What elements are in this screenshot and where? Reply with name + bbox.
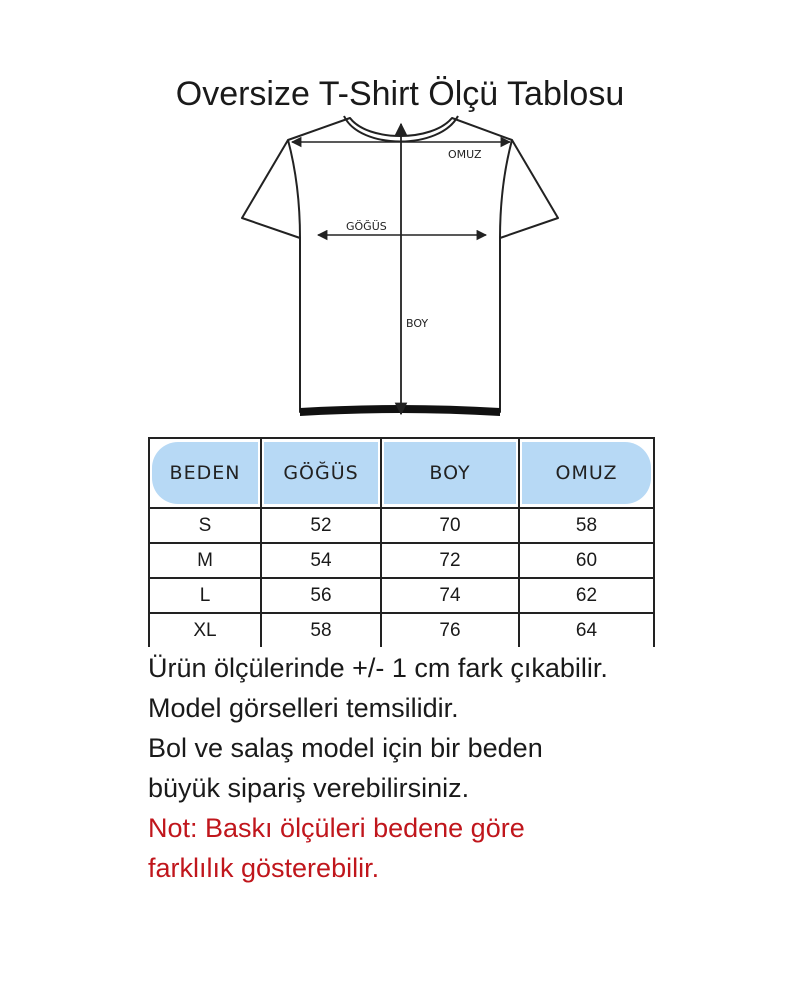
note-line: Model görselleri temsilidir.	[148, 693, 459, 723]
length-cell: 74	[381, 578, 519, 613]
size-cell: XL	[149, 613, 261, 647]
shoulder-cell: 60	[519, 543, 654, 578]
header-chest: GÖĞÜS	[261, 438, 381, 508]
header-length: BOY	[381, 438, 519, 508]
length-cell: 72	[381, 543, 519, 578]
warning-line: farklılık gösterebilir.	[148, 853, 380, 883]
warning-line: Not: Baskı ölçüleri bedene göre	[148, 813, 525, 843]
table-row	[149, 508, 654, 543]
note-line: Bol ve salaş model için bir beden	[148, 733, 543, 763]
hem-band	[300, 405, 500, 416]
size-table	[148, 437, 655, 647]
size-cell: M	[149, 543, 261, 578]
tshirt-outline	[242, 118, 558, 412]
size-cell: S	[149, 508, 261, 543]
table-row	[149, 543, 654, 578]
table-row	[149, 578, 654, 613]
chest-label: GÖĞÜS	[346, 220, 387, 233]
chest-cell: 56	[261, 578, 381, 613]
shoulder-label: OMUZ	[448, 148, 482, 161]
notes-block	[148, 648, 788, 888]
shoulder-cell: 62	[519, 578, 654, 613]
length-label: BOY	[406, 317, 429, 330]
length-cell: 76	[381, 613, 519, 647]
table-row	[149, 613, 654, 647]
chest-cell: 52	[261, 508, 381, 543]
shoulder-cell: 58	[519, 508, 654, 543]
length-cell: 70	[381, 508, 519, 543]
chest-cell: 54	[261, 543, 381, 578]
page-title: Oversize T-Shirt Ölçü Tablosu	[175, 75, 625, 113]
header-size: BEDEN	[149, 438, 261, 508]
note-line: büyük sipariş verebilirsiniz.	[148, 773, 470, 803]
size-cell: L	[149, 578, 261, 613]
header-shoulder: OMUZ	[519, 438, 654, 508]
shoulder-cell: 64	[519, 613, 654, 647]
tshirt-diagram	[0, 0, 800, 440]
note-line: Ürün ölçülerinde +/- 1 cm fark çıkabilir.	[148, 653, 608, 683]
chest-cell: 58	[261, 613, 381, 647]
table-header-row	[149, 438, 654, 508]
